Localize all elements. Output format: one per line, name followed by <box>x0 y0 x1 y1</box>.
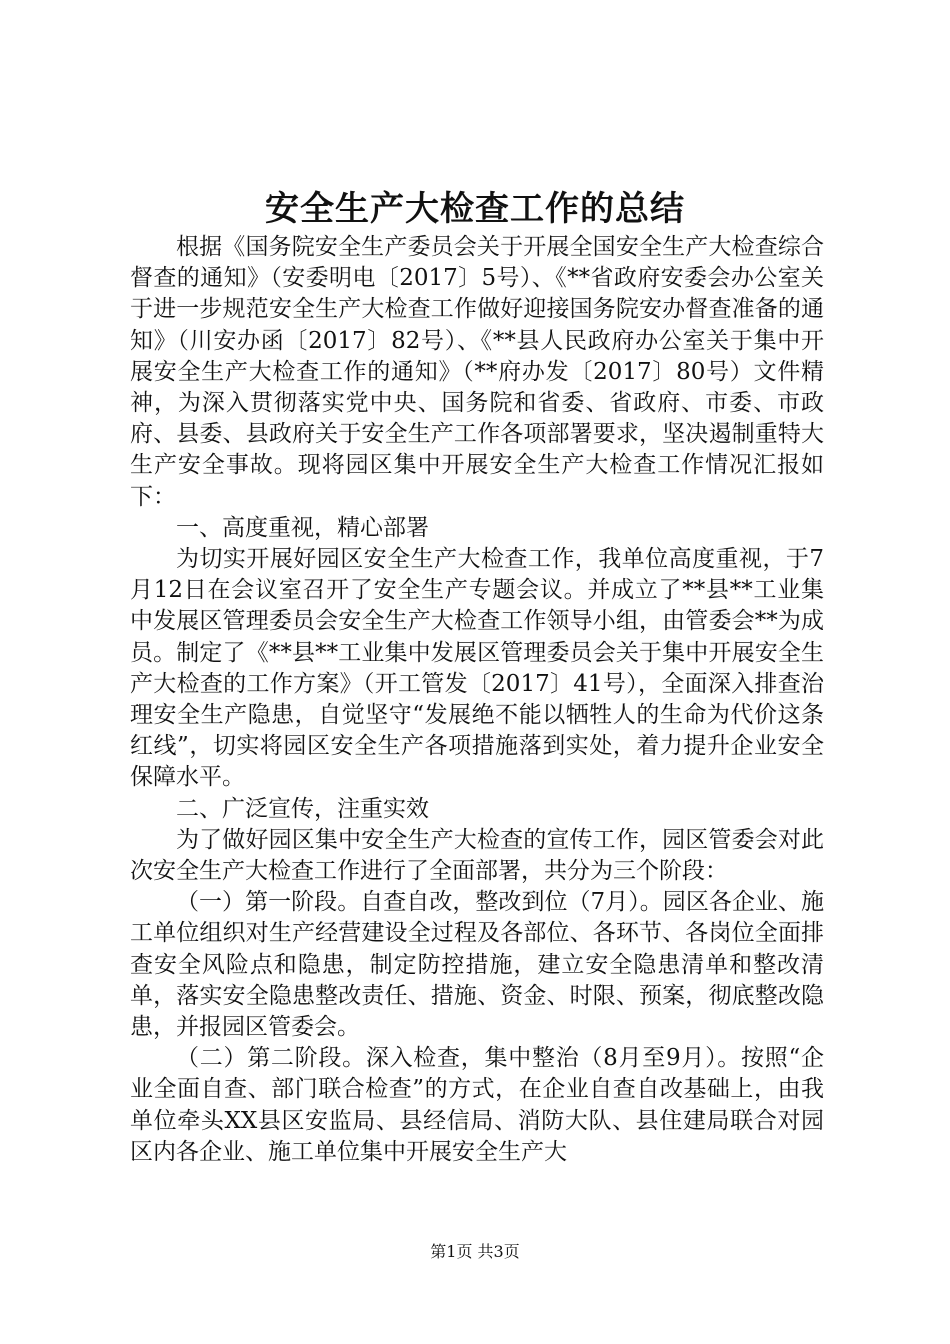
document-body <box>130 232 824 1168</box>
paragraph-stage-2: （二）第二阶段。深入检查，集中整治（8月至9月）。按照“企业全面自查、部门联合检查”的方式，在企业自查自改基础上，由我单位牵头XX县区安监局、县经信局、消防大队、县住建局联合对园区内各企业、施工单位集中开展安全生产大 <box>130 1045 824 1165</box>
page-footer: 第1页 共3页 <box>430 1242 520 1261</box>
paragraph-intro: 根据《国务院安全生产委员会关于开展全国安全生产大检查综合督查的通知》（安委明电〔2017〕5号）、《**省政府安委会办公室关于进一步规范安全生产大检查工作做好迎接国务院安办督查准备的通知》（川安办函〔2017〕82号）、《**县人民政府办公室关于集中开展安全生产大检查工作的通知》（**府办发〔2017〕80号）文件精神，为深入贯彻落实党中央、国务院和省委、省政府、市委、市政府、县委、县政府关于安全生产工作各项部署要求，坚决遏制重特大生产安全事故。现将园区集中开展安全生产大检查工作情况汇报如下： <box>130 234 824 510</box>
paragraph-section-1: 为切实开展好园区安全生产大检查工作，我单位高度重视，于7月12日在会议室召开了安全生产专题会议。并成立了**县**工业集中发展区管理委员会安全生产大检查工作领导小组，由管委会**为成员。制定了《**县**工业集中发展区管理委员会关于集中开展安全生产大检查的工作方案》（开工管发〔2017〕41号），全面深入排查治理安全生产隐患，自觉坚守“发展绝不能以牺牲人的生命为代价这条红线”，切实将园区安全生产各项措施落到实处，着力提升企业安全保障水平。 <box>130 546 824 791</box>
paragraph-section-2: 为了做好园区集中安全生产大检查的宣传工作，园区管委会对此次安全生产大检查工作进行了全面部署，共分为三个阶段： <box>130 826 824 885</box>
section-heading-1: 一、高度重视，精心部署 <box>176 514 429 541</box>
paragraph-stage-1: （一）第一阶段。自查自改，整改到位（7月）。园区各企业、施工单位组织对生产经营建设全过程及各部位、各环节、各岗位全面排查安全风险点和隐患，制定防控措施，建立安全隐患清单和整改清单，落实安全隐患整改责任、措施、资金、时限、预案，彻底整改隐患，并报园区管委会。 <box>130 889 824 1041</box>
document-title: 安全生产大检查工作的总结 <box>265 189 685 229</box>
section-heading-2: 二、广泛宣传，注重实效 <box>176 795 429 822</box>
